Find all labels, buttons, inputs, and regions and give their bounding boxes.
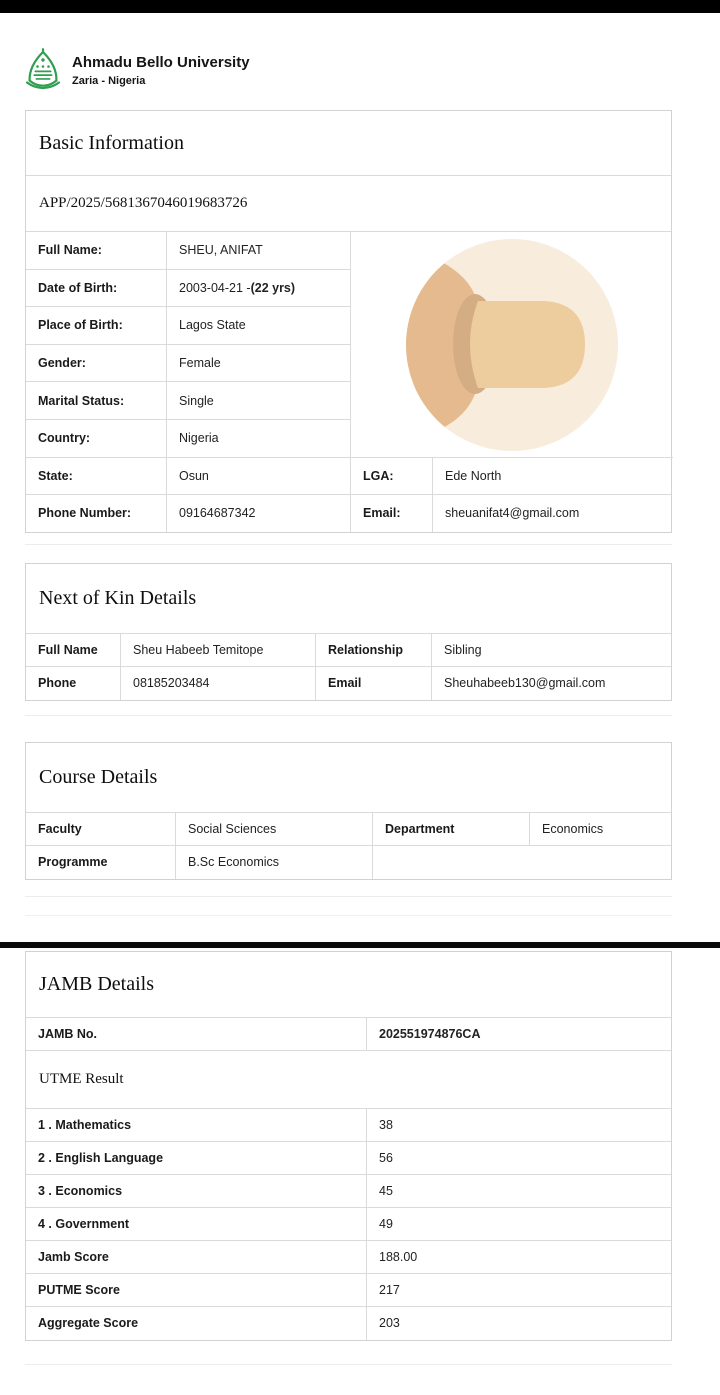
subject-label: 1 . Mathematics	[26, 1109, 367, 1142]
field-label: State:	[26, 458, 167, 495]
field-value: Lagos State	[167, 307, 351, 345]
field-label: Full Name	[26, 634, 121, 667]
jamb-no-row	[26, 1018, 671, 1051]
field-value: Female	[167, 345, 351, 383]
field-label: Date of Birth:	[26, 270, 167, 308]
field-value: Sheu Habeeb Temitope	[121, 634, 316, 667]
subject-label: 3 . Economics	[26, 1175, 367, 1208]
field-value: 09164687342	[167, 495, 351, 532]
basic-information-title: Basic Information	[26, 111, 671, 176]
top-bar	[0, 0, 720, 13]
section-separator	[25, 715, 672, 716]
section-separator	[25, 1364, 672, 1365]
course-details-title: Course Details	[26, 743, 671, 813]
phone-email-row	[26, 495, 671, 532]
university-name: Ahmadu Bello University	[72, 53, 250, 71]
subject-score: 38	[367, 1109, 671, 1142]
field-label: Relationship	[316, 634, 432, 667]
utme-subject-row	[26, 1208, 671, 1241]
field-label: JAMB No.	[26, 1018, 367, 1051]
field-label: Email:	[351, 495, 433, 532]
abu-logo-icon	[25, 48, 61, 92]
field-value: Sibling	[432, 634, 671, 667]
utme-result-heading: UTME Result	[26, 1051, 671, 1109]
subject-label: 2 . English Language	[26, 1142, 367, 1175]
field-value: Economics	[530, 813, 671, 846]
field-value: SHEU, ANIFAT	[167, 232, 351, 270]
subject-label: 4 . Government	[26, 1208, 367, 1241]
applicant-photo-image	[351, 232, 673, 456]
applicant-photo	[351, 232, 673, 458]
field-label: Programme	[26, 846, 176, 879]
section-basic-information	[25, 110, 672, 533]
state-lga-row	[26, 458, 671, 495]
field-value: Nigeria	[167, 420, 351, 458]
field-label: LGA:	[351, 458, 433, 495]
field-value: B.Sc Economics	[176, 846, 373, 879]
field-label: Department	[373, 813, 530, 846]
field-label: Country:	[26, 420, 167, 458]
course-row	[26, 846, 671, 879]
utme-subject-row	[26, 1142, 671, 1175]
subject-score: 49	[367, 1208, 671, 1241]
field-value: 08185203484	[121, 667, 316, 700]
field-value: Single	[167, 382, 351, 420]
score-label: Jamb Score	[26, 1241, 367, 1274]
application-number: APP/2025/5681367046019683726	[26, 176, 671, 232]
field-value: Osun	[167, 458, 351, 495]
score-row	[26, 1307, 671, 1340]
field-label: Gender:	[26, 345, 167, 383]
field-label: Faculty	[26, 813, 176, 846]
subject-score: 45	[367, 1175, 671, 1208]
next-of-kin-row	[26, 667, 671, 700]
section-course-details	[25, 742, 672, 880]
empty-cell	[373, 846, 671, 879]
field-label: Full Name:	[26, 232, 167, 270]
page-break-bar	[0, 942, 720, 948]
field-value: sheuanifat4@gmail.com	[445, 506, 580, 521]
field-label: Phone Number:	[26, 495, 167, 532]
utme-subject-row	[26, 1175, 671, 1208]
field-label: Marital Status:	[26, 382, 167, 420]
page-header	[25, 48, 720, 92]
header-text	[72, 54, 250, 87]
field-label: Email	[316, 667, 432, 700]
subject-score: 56	[367, 1142, 671, 1175]
field-value: 2003-04-21 - (22 yrs)	[167, 270, 351, 308]
utme-subject-row	[26, 1109, 671, 1142]
next-of-kin-title: Next of Kin Details	[26, 564, 671, 634]
section-separator	[25, 544, 672, 545]
field-label: Place of Birth:	[26, 307, 167, 345]
section-next-of-kin	[25, 563, 672, 701]
field-value: Social Sciences	[176, 813, 373, 846]
score-value: 203	[379, 1316, 400, 1331]
field-value: 202551974876CA	[367, 1018, 671, 1051]
basic-fields-table	[26, 232, 671, 458]
score-label: PUTME Score	[26, 1274, 367, 1307]
field-value: Ede North	[433, 458, 671, 495]
score-value: 188.00	[367, 1241, 671, 1274]
course-row	[26, 813, 671, 846]
next-of-kin-row	[26, 634, 671, 667]
section-jamb-details	[25, 951, 672, 1341]
section-separator	[25, 896, 672, 897]
section-separator	[25, 915, 672, 916]
score-row	[26, 1241, 671, 1274]
score-value: 217	[367, 1274, 671, 1307]
jamb-details-title: JAMB Details	[26, 952, 671, 1018]
field-value: Sheuhabeeb130@gmail.com	[444, 676, 606, 691]
university-location: Zaria - Nigeria	[72, 74, 146, 87]
field-label: Phone	[26, 667, 121, 700]
score-label: Aggregate Score	[26, 1307, 367, 1340]
score-row	[26, 1274, 671, 1307]
